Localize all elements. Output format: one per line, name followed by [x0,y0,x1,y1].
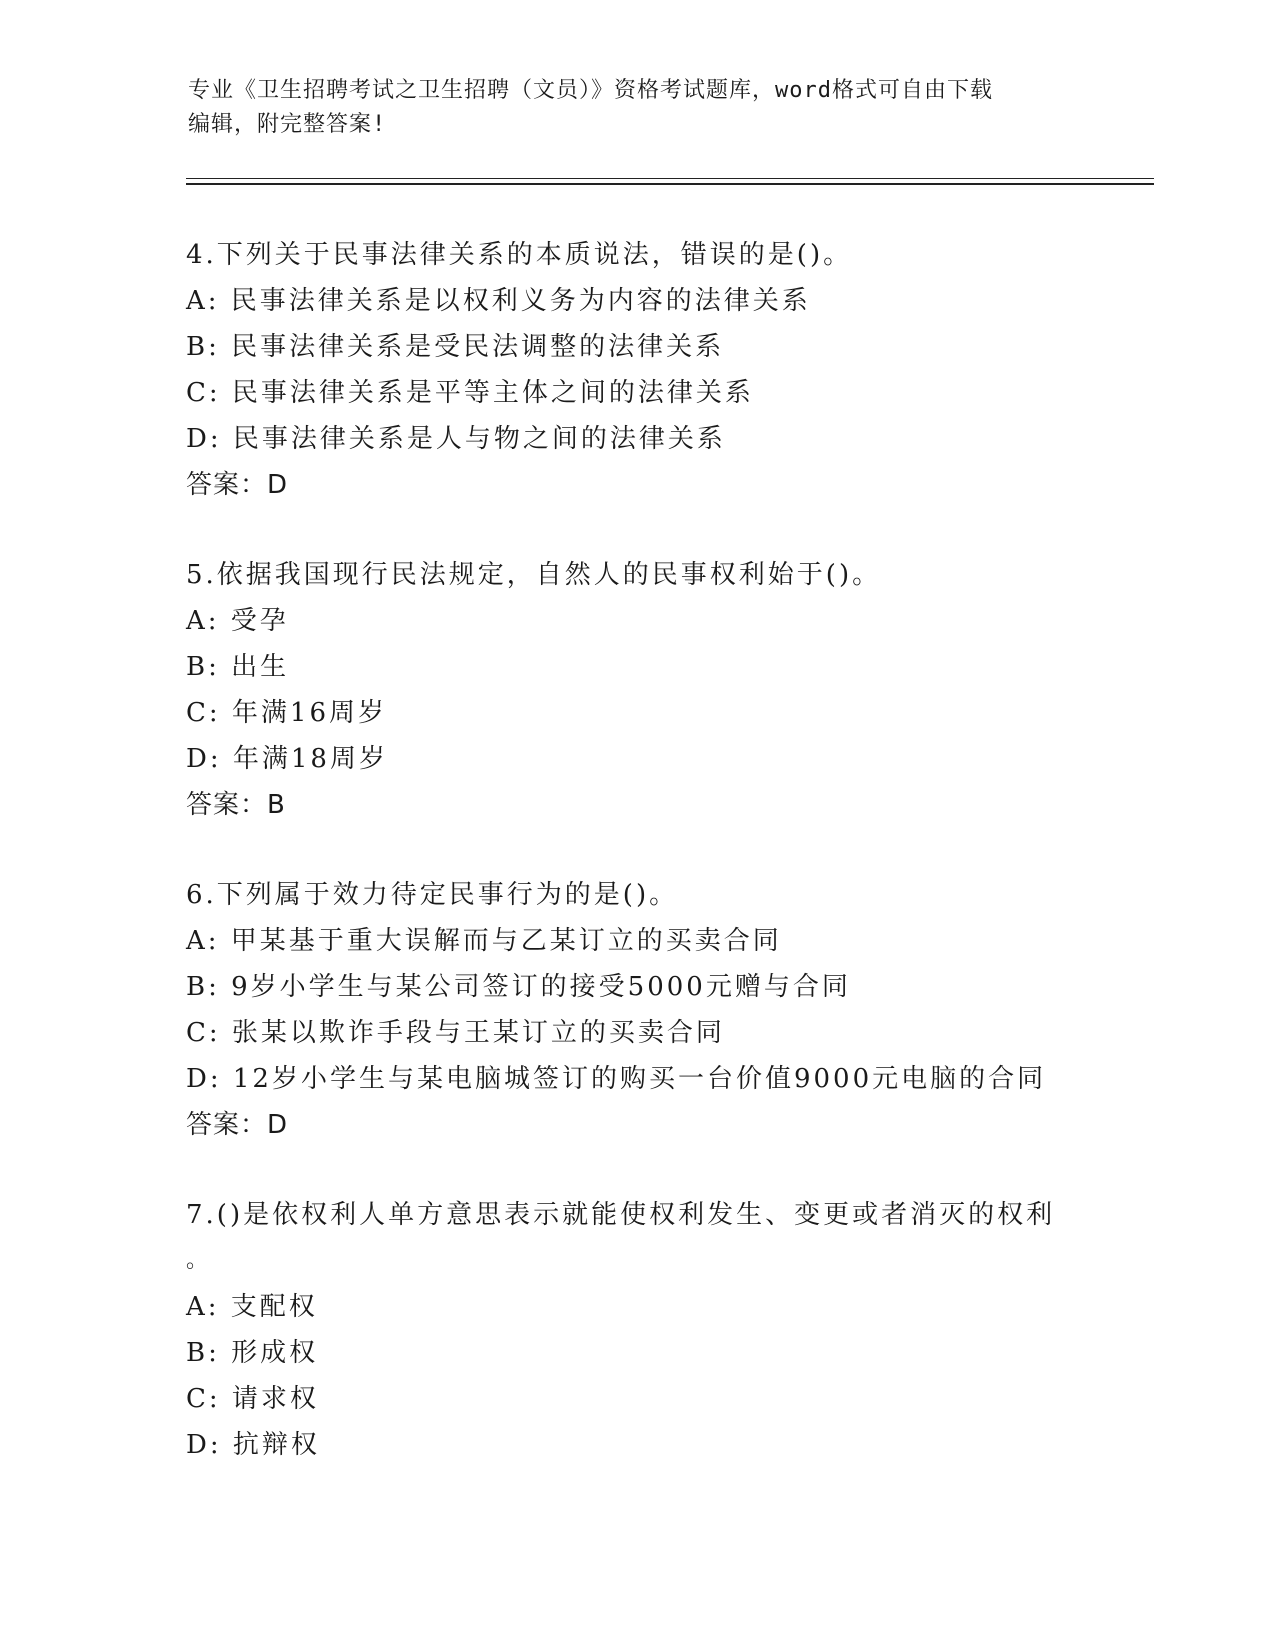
option-b: B: 出生 [186,652,290,682]
option-c: C: 张某以欺诈手段与王某订立的买卖合同 [186,1018,725,1048]
option-a: A: 甲某基于重大误解而与乙某订立的买卖合同 [186,926,782,956]
option-b: B: 形成权 [186,1338,319,1368]
question-stem: 5.依据我国现行民法规定，自然人的民事权利始于()。 [186,560,882,590]
answer: 答案：D [186,1110,289,1140]
question-stem: 4.下列关于民事法律关系的本质说法，错误的是()。 [186,240,853,270]
option-d: D: 抗辩权 [186,1430,320,1460]
option-a: A: 受孕 [186,606,289,636]
option-d: D: 12岁小学生与某电脑城签订的购买一台价值9000元电脑的合同 [186,1064,1047,1094]
answer: 答案：D [186,470,289,500]
option-a: A: 民事法律关系是以权利义务为内容的法律关系 [186,286,811,316]
option-c: C: 民事法律关系是平等主体之间的法律关系 [186,378,754,408]
option-c: C: 年满16周岁 [186,698,388,728]
question-6 [186,872,1086,1148]
header-line-2: 编辑，附完整答案! [188,112,387,137]
option-b: B: 民事法律关系是受民法调整的法律关系 [186,332,725,362]
header-line-1: 专业《卫生招聘考试之卫生招聘（文员）》资格考试题库，word格式可自由下载 [188,78,993,103]
header-divider-bottom [186,183,1154,185]
answer: 答案：B [186,790,286,820]
option-a: A: 支配权 [186,1292,318,1322]
option-c: C: 请求权 [186,1384,319,1414]
question-7 [186,1192,1086,1468]
option-d: D: 民事法律关系是人与物之间的法律关系 [186,424,726,454]
document-header [188,74,1088,142]
header-divider-top [186,178,1154,179]
option-b: B: 9岁小学生与某公司签订的接受5000元赠与合同 [186,972,851,1002]
question-stem: 7.()是依权利人单方意思表示就能使权利发生、变更或者消灭的权利 [186,1200,1056,1230]
question-4 [186,232,1086,508]
question-stem: 6.下列属于效力待定民事行为的是()。 [186,880,679,910]
question-stem-continuation: 。 [186,1248,212,1273]
question-5 [186,552,1086,828]
option-d: D: 年满18周岁 [186,744,388,774]
